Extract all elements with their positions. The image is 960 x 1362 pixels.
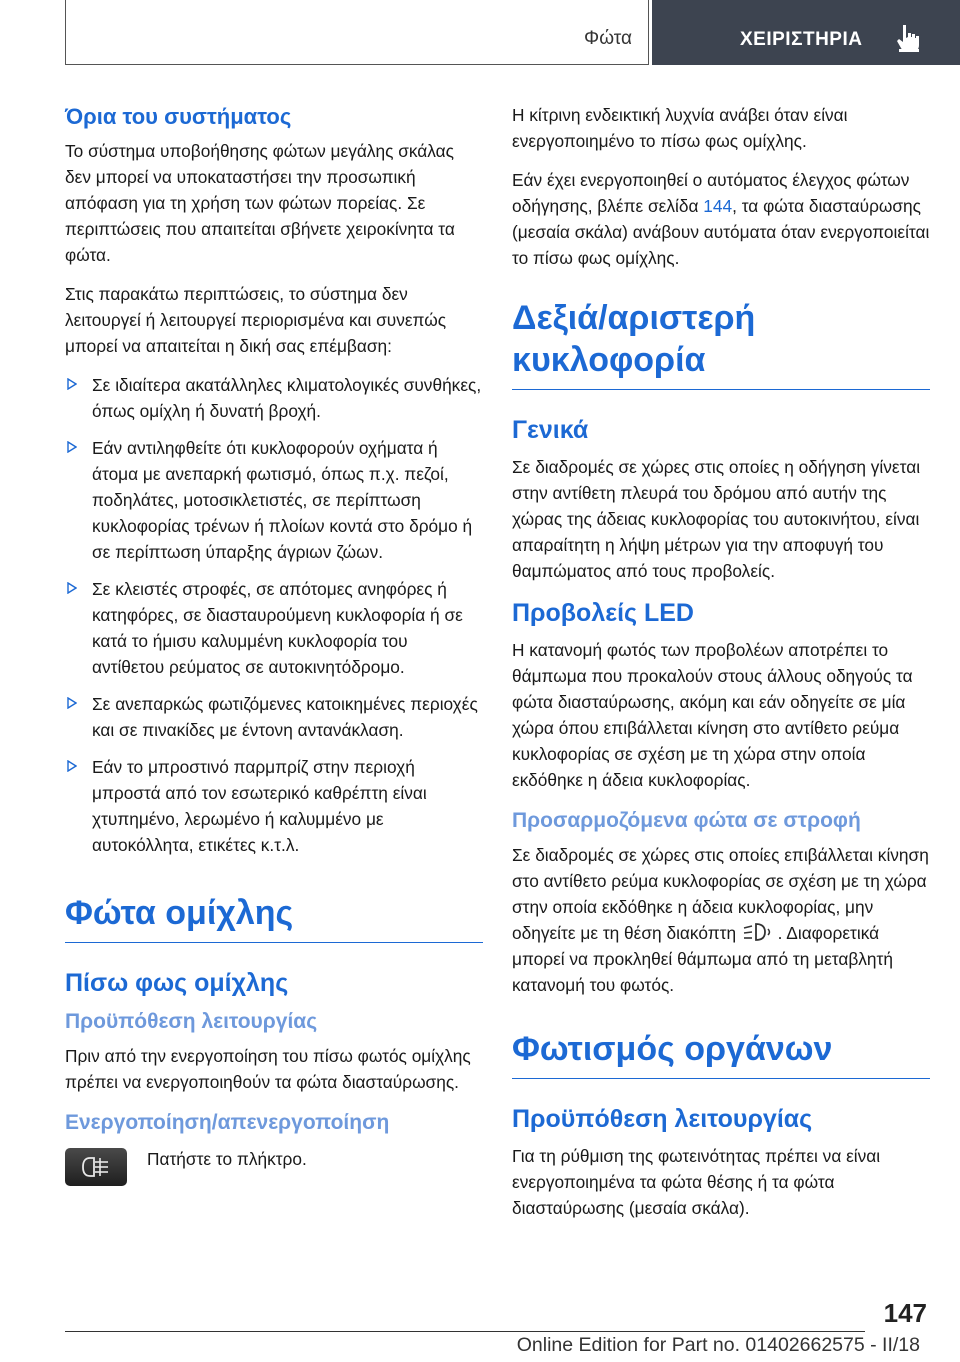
page-number: 147: [883, 1298, 927, 1328]
fog-lights-heading: Φώτα ομίχλης: [65, 892, 483, 943]
list-item: [65, 435, 483, 565]
section-title: Φώτα: [584, 28, 632, 49]
instrument-requirement-text: Για τη ρύθμιση της φωτεινότητας πρέπει να είναι ενεργοποιημένα τα φώτα θέσης ή τα φώτα διασταύρωσης (μεσαία σκάλα).: [512, 1146, 881, 1218]
list-item-text: Εάν αντιληφθείτε ότι κυκλοφορούν οχήματα ή άτομα με ανεπαρκή φωτισμό, όπως π.χ. πεζοί, ποδηλάτες, μοτοσικλετιστές, σε περίπτωση κυκλοφορίας τρένων ή πλοίων κοντά στο δρόμο ή σε περίπτωση ύπαρξης άγριων ζώων.: [92, 438, 473, 562]
auto-text-start: Εάν έχει ενεργοποιηθεί ο αυτόματος έλεγχος φώτων οδήγησης, βλέπε σελίδα: [512, 170, 910, 216]
list-item: [65, 372, 483, 424]
list-item: [65, 691, 483, 743]
auto-light-paragraph: [512, 167, 930, 271]
limits-heading: Όρια του συστήματος: [65, 104, 292, 129]
activation-heading: Ενεργοποίηση/απενεργοποίηση: [65, 1111, 390, 1134]
triangle-bullet-icon: [67, 441, 77, 453]
triangle-bullet-icon: [67, 760, 77, 772]
header-chapter-box: [652, 0, 960, 65]
rear-fog-button[interactable]: [65, 1148, 127, 1186]
led-heading: Προβολείς LED: [512, 599, 694, 627]
triangle-bullet-icon: [67, 378, 77, 390]
list-item: [65, 576, 483, 680]
triangle-bullet-icon: [67, 697, 77, 709]
triangle-bullet-icon: [67, 582, 77, 594]
rear-fog-heading: Πίσω φως ομίχλης: [65, 969, 289, 997]
led-text: Η κατανομή φωτός των προβολέων αποτρέπει το θάμπωμα που προκαλούν στους άλλους οδηγούς τα φώτα διασταύρωσης, ακόμη και εάν οδηγείτε σε μία χώρα όπου επιβάλλεται κίνηση στο αντίθετο ρεύμα κυκλοφορίας σε σχέση με τη χώρα στην οποία εκδόθηκε η άδεια κυκλοφορίας.: [512, 640, 913, 790]
curve-light-heading: Προσαρμοζόμενα φώτα σε στροφή: [512, 809, 861, 832]
curve-text-end: . Διαφορετικά μπορεί να προκληθεί θάμπωμα από τη μεταβλητή κατανομή του φωτός.: [512, 923, 893, 995]
adaptive-curve-light-icon: [741, 921, 773, 943]
hand-pointer-icon: [894, 22, 928, 56]
traffic-heading: Δεξιά/αριστερή κυκλοφορία: [512, 297, 930, 390]
footer-divider: [65, 1331, 865, 1332]
instrument-requirement-heading: Προϋπόθεση λειτουργίας: [512, 1105, 813, 1133]
requirement-heading: Προϋπόθεση λειτουργίας: [65, 1010, 318, 1033]
list-item-text: Σε κλειστές στροφές, σε απότομες ανηφόρες ή κατηφόρες, σε διασταυρούμενη κυκλοφορία ή σε κατά το ήμισυ καλυμμένη κυκλοφορία του αντίθετου ρεύματος σε αυτοκινητόδρομο.: [92, 579, 463, 677]
press-instruction: Πατήστε το πλήκτρο.: [147, 1149, 307, 1169]
general-heading: Γενικά: [512, 416, 589, 444]
list-item: [65, 754, 483, 858]
chapter-title: ΧΕΙΡΙΣΤΗΡΙΑ: [740, 29, 863, 50]
instrument-lighting-heading: Φωτισμός οργάνων: [512, 1028, 930, 1079]
header-left-box: [65, 0, 649, 65]
list-item-text: Εάν το μπροστινό παρμπρίζ στην περιοχή μπροστά από τον εσωτερικό καθρέπτη είναι χτυπημένο, λερωμένο ή καλυμμένο με αυτοκόλλητα, ετικέτες κ.τ.λ.: [92, 757, 427, 855]
curve-light-text: [512, 842, 930, 998]
page-reference-link[interactable]: 144: [703, 196, 733, 216]
edition-note: Online Edition for Part no. 01402662575 - II/18: [516, 1334, 920, 1356]
button-instruction-row: [65, 1146, 483, 1186]
general-text: Σε διαδρομές σε χώρες στις οποίες η οδήγηση γίνεται στην αντίθετη πλευρά του δρόμου από αυτήν της χώρας της άδειας κυκλοφορίας του αυτοκινήτου, είναι απαραίτητη η λήψη μέτρων για την αποφυγή του θαμπώματος από τους προβολείς.: [512, 457, 921, 581]
list-item-text: Σε ανεπαρκώς φωτιζόμενες κατοικημένες περιοχές και σε πινακίδες με έντονη αντανάκλαση.: [92, 694, 478, 740]
indicator-paragraph: Η κίτρινη ενδεικτική λυχνία ανάβει όταν είναι ενεργοποιημένο το πίσω φως ομίχλης.: [512, 105, 848, 151]
auto-text-end: , τα φώτα διασταύρωσης (μεσαία σκάλα) ανάβουν αυτόματα όταν ενεργοποιείται το πίσω φως ομίχλης.: [512, 196, 930, 268]
requirement-text: Πριν από την ενεργοποίηση του πίσω φωτός ομίχλης πρέπει να ενεργοποιηθούν τα φώτα διασταύρωσης.: [65, 1046, 471, 1092]
left-column: [65, 102, 483, 1186]
list-item-text: Σε ιδιαίτερα ακατάλληλες κλιματολογικές συνθήκες, όπως ομίχλη ή δυνατή βροχή.: [92, 375, 482, 421]
limits-paragraph-2: Στις παρακάτω περιπτώσεις, το σύστημα δεν λειτουργεί ή λειτουργεί περιορισμένα και συνεπώς μπορεί να απαιτείται η δική σας επέμβαση:: [65, 284, 447, 356]
right-column: [512, 102, 930, 1234]
rear-fog-light-icon: [81, 1155, 111, 1179]
curve-text-start: Σε διαδρομές σε χώρες στις οποίες επιβάλλεται κίνηση στο αντίθετο ρεύμα κυκλοφορίας σε σχέση με τη χώρα στην οποία εκδόθηκε η άδεια κυκλοφορίας, μην οδηγείτε με τη θέση διακόπτη: [512, 845, 929, 943]
limits-list: [65, 372, 483, 858]
limits-paragraph-1: Το σύστημα υποβοήθησης φώτων μεγάλης σκάλας δεν μπορεί να υποκαταστήσει την προσωπική απόφαση για τη χρήση των φώτων πορείας. Σε περιπτώσεις που απαιτείται σβήνετε χειροκίνητα τα φώτα.: [65, 141, 455, 265]
